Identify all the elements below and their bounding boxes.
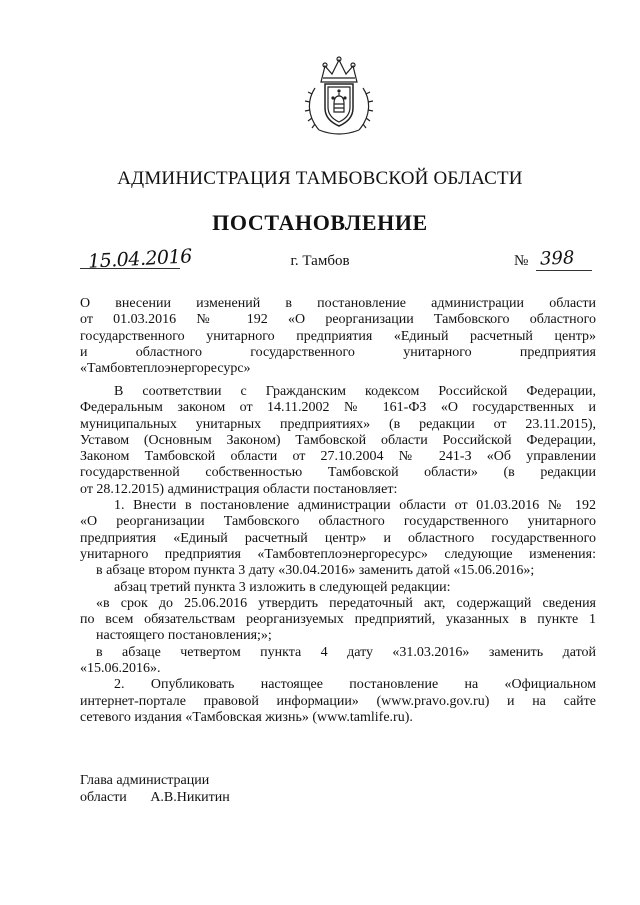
body-line: сетевого издания «Тамбовская жизнь» (www.tamlife.ru). <box>80 709 413 725</box>
city: г. Тамбов <box>290 253 350 269</box>
subject-line: от 01.03.2016 № 192 «О реорганизации Тамбовского областного <box>80 312 596 328</box>
body-line: от 28.12.2015) администрация области постановляет: <box>80 481 398 497</box>
organization-title: АДМИНИСТРАЦИЯ ТАМБОВСКОЙ ОБЛАСТИ <box>117 168 523 189</box>
body-line: абзац третий пункта 3 изложить в следующей редакции: <box>114 579 451 595</box>
body-line: настоящего постановления;»; <box>96 628 272 644</box>
number-underline <box>536 270 592 271</box>
body-line: Законом Тамбовской области от 27.10.2004 № 241-З «Об управлении <box>80 449 596 465</box>
body-line: Федеральным законом от 14.11.2002 № 161-ФЗ «О государственных и <box>80 400 596 416</box>
body-line: 1. Внести в постановление администрации области от 01.03.2016 № 192 <box>114 498 596 514</box>
body-line: «О реорганизации Тамбовского областного государственного унитарного <box>80 514 596 530</box>
subject-line: О внесении изменений в постановление администрации области <box>80 296 596 311</box>
handwritten-date: 15.04.2016 <box>87 245 193 273</box>
body-line: унитарного предприятия «Тамбовтеплоэнергоресурс» следующие изменения: <box>80 546 596 562</box>
signature-block <box>80 772 230 806</box>
body-line: предприятия «Единый расчетный центр» и областного государственного <box>80 530 596 546</box>
body-line: в абзаце четвертом пункта 4 дату «31.03.2016» заменить датой <box>96 644 596 660</box>
body-line: государственной собственностью Тамбовской области» (в редакции <box>80 465 596 481</box>
signatory-title-cont: области <box>80 790 127 805</box>
coat-of-arms-icon <box>301 52 377 138</box>
document-body <box>80 384 596 726</box>
subject-line: государственного унитарного предприятия «Единый расчетный центр» <box>80 328 596 344</box>
body-line: в абзаце втором пункта 3 дату «30.04.2016» заменить датой «15.06.2016»; <box>96 563 535 579</box>
handwritten-number: 398 <box>539 247 575 270</box>
body-line: по всем обязательствам реорганизуемых предприятий, указанных в пункте 1 <box>80 612 596 628</box>
signatory-title: Глава администрации <box>80 773 210 788</box>
signatory-name: А.В.Никитин <box>150 790 230 805</box>
subject-line: «Тамбовтеплоэнергоресурс» <box>80 361 251 377</box>
document-type-title: ПОСТАНОВЛЕНИЕ <box>212 210 428 235</box>
body-line: Уставом (Основным Законом) Тамбовской области Российской Федерации, <box>80 432 596 448</box>
body-line: интернет-портале правовой информации» (www.pravo.gov.ru) и на сайте <box>80 693 596 709</box>
body-line: муниципальных унитарных предприятиях» (в редакции от 23.11.2015), <box>80 416 596 432</box>
number-label: № <box>514 253 529 269</box>
document-subject <box>80 296 596 377</box>
signatory-line <box>80 789 230 806</box>
subject-line: и областного государственного унитарного предприятия <box>80 344 596 360</box>
body-line: «15.06.2016». <box>80 661 161 677</box>
body-line: «в срок до 25.06.2016 утвердить передаточный акт, содержащий сведения <box>96 595 596 611</box>
body-line: В соответствии с Гражданским кодексом Российской Федерации, <box>114 384 596 399</box>
body-line: 2. Опубликовать настоящее постановление на «Официальном <box>114 677 596 693</box>
